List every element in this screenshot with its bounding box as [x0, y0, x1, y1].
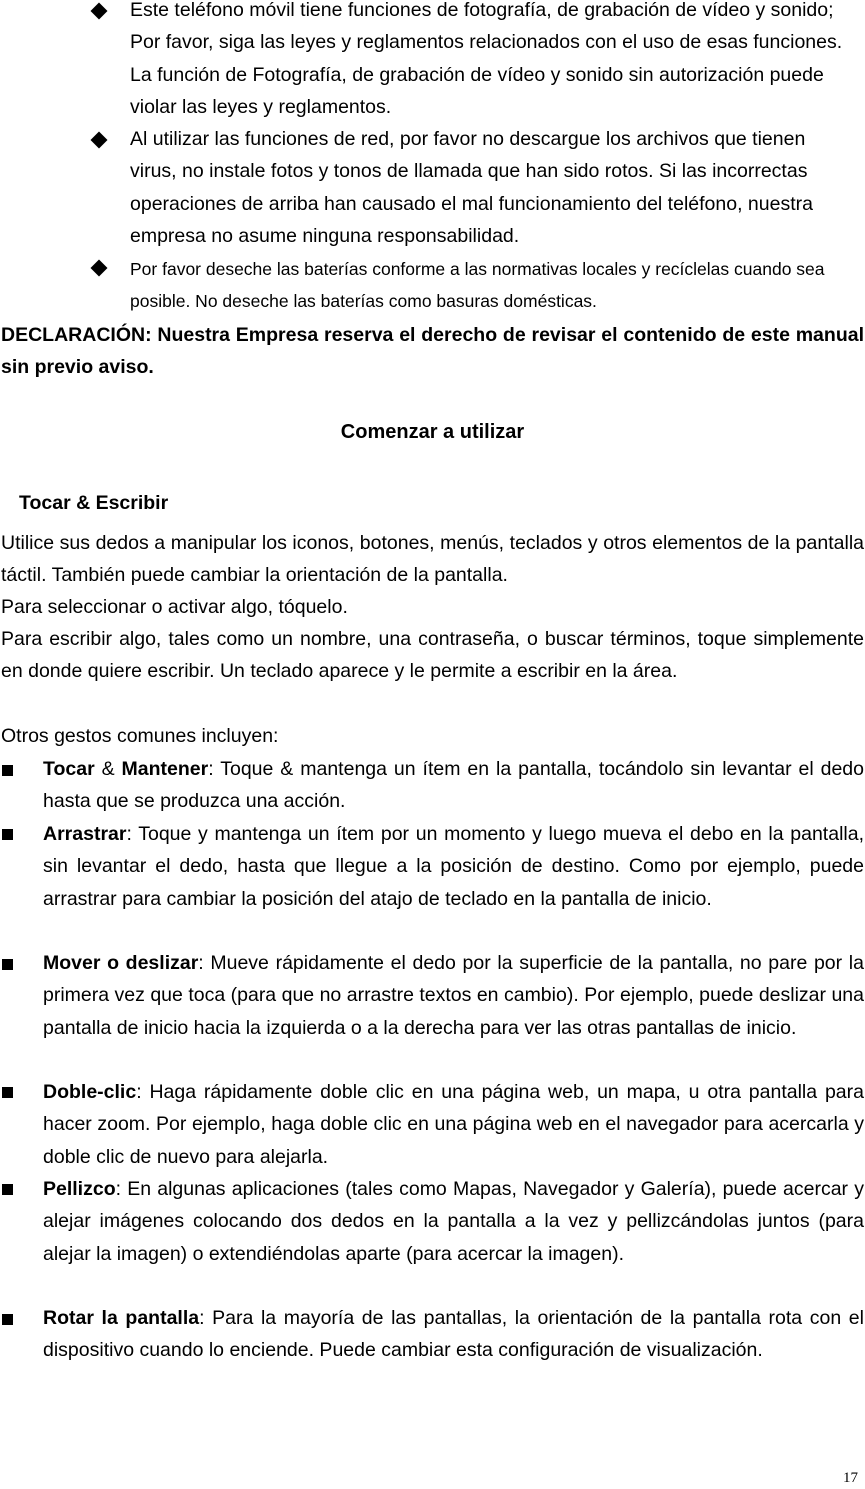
- page-number: 17: [843, 1470, 858, 1486]
- gesture-item: [43, 753, 864, 818]
- square-bullet-icon: [2, 1184, 13, 1195]
- square-bullet-icon: [2, 1314, 13, 1325]
- gesture-description: : Toque y mantenga un ítem por un momento y luego mueva el debo en la pantalla, sin levantar el dedo, hasta que llegue a la posición de destino. Como por ejemplo, puede arrastrar para cambiar la posición del atajo de teclado en la pantalla de inicio.: [43, 823, 864, 910]
- gesture-item: [43, 818, 864, 915]
- section-title: Comenzar a utilizar: [340, 421, 525, 443]
- diamond-bullet-icon: [91, 132, 108, 149]
- subsection-title: Tocar & Escribir: [19, 492, 169, 514]
- bullet-item: Al utilizar las funciones de red, por favor no descargue los archivos que tienen virus, no instale fotos y tonos de llamada que han sido rotos. Si las incorrectas operaciones de arriba han causado el mal funcionamiento del teléfono, nuestra empresa no asume ninguna responsabilidad.: [130, 128, 813, 247]
- gesture-joiner: &: [94, 758, 122, 780]
- declaration: DECLARACIÓN: Nuestra Empresa reserva el derecho de revisar el contenido de este manual sin previo aviso.: [1, 324, 864, 379]
- gesture-description: : Para la mayoría de las pantallas, la orientación de la pantalla rota con el dispositivo cuando lo enciende. Puede cambiar esta configuración de visualización.: [43, 1307, 864, 1362]
- gesture-description: : En algunas aplicaciones (tales como Mapas, Navegador y Galería), puede acercar y alejar imágenes colocando dos dedos en la pantalla a la vez y pellizcándolas juntos (para alejar la imagen) o extendiéndolas aparte (para acercar la imagen).: [43, 1178, 864, 1265]
- square-bullet-icon: [2, 829, 13, 840]
- gesture-item: [43, 947, 864, 1044]
- gesture-description: : Mueve rápidamente el dedo por la superficie de la pantalla, no pare por la primera vez que toca (para que no arrastre textos en cambio). Por ejemplo, puede deslizar una pantalla de inicio hacia la izquierda o a la derecha para ver las otras pantallas de inicio.: [43, 952, 864, 1039]
- bullet-item: Este teléfono móvil tiene funciones de fotografía, de grabación de vídeo y sonido; Por favor, siga las leyes y reglamentos relacionados con el uso de esas funciones. La función de Fotografía, de grabación de vídeo y sonido sin autorización puede violar las leyes y reglamentos.: [130, 0, 843, 118]
- gesture-term: Mantener: [121, 758, 209, 780]
- gesture-term: Mover o deslizar: [43, 952, 199, 974]
- square-bullet-icon: [2, 959, 13, 970]
- square-bullet-icon: [2, 765, 13, 776]
- gesture-item: [43, 1173, 864, 1270]
- gesture-description: : Haga rápidamente doble clic en una página web, un mapa, u otra pantalla para hacer zoom. Por ejemplo, haga doble clic en una página web en el navegador para acercarla y doble clic de nuevo para alejarla.: [43, 1081, 864, 1168]
- gesture-item: [43, 1302, 864, 1367]
- diamond-bullet-icon: [91, 3, 108, 20]
- gesture-term: Pellizco: [43, 1178, 116, 1200]
- diamond-bullet-icon: [91, 260, 108, 277]
- gesture-item: [43, 1076, 864, 1173]
- gesture-term: Rotar la pantalla: [43, 1307, 200, 1329]
- square-bullet-icon: [2, 1087, 13, 1098]
- paragraph: Utilice sus dedos a manipular los iconos, botones, menús, teclados y otros elementos de la pantalla táctil. También puede cambiar la orientación de la pantalla.: [1, 532, 864, 587]
- gesture-term: Tocar: [43, 758, 95, 780]
- gesture-description: : Toque & mantenga un ítem en la pantalla, tocándolo sin levantar el dedo hasta que se produzca una acción.: [43, 758, 865, 813]
- paragraph: Para seleccionar o activar algo, tóquelo.: [1, 596, 348, 618]
- gesture-term: Doble-clic: [43, 1081, 137, 1103]
- paragraph: Para escribir algo, tales como un nombre, una contraseña, o buscar términos, toque simplemente en donde quiere escribir. Un teclado aparece y le permite a escribir en la área.: [1, 628, 864, 683]
- bullet-item: Por favor deseche las baterías conforme a las normativas locales y recíclelas cuando sea posible. No deseche las baterías como basuras domésticas.: [130, 259, 825, 312]
- paragraph: Otros gestos comunes incluyen:: [1, 725, 279, 747]
- gesture-term: Arrastrar: [43, 823, 127, 845]
